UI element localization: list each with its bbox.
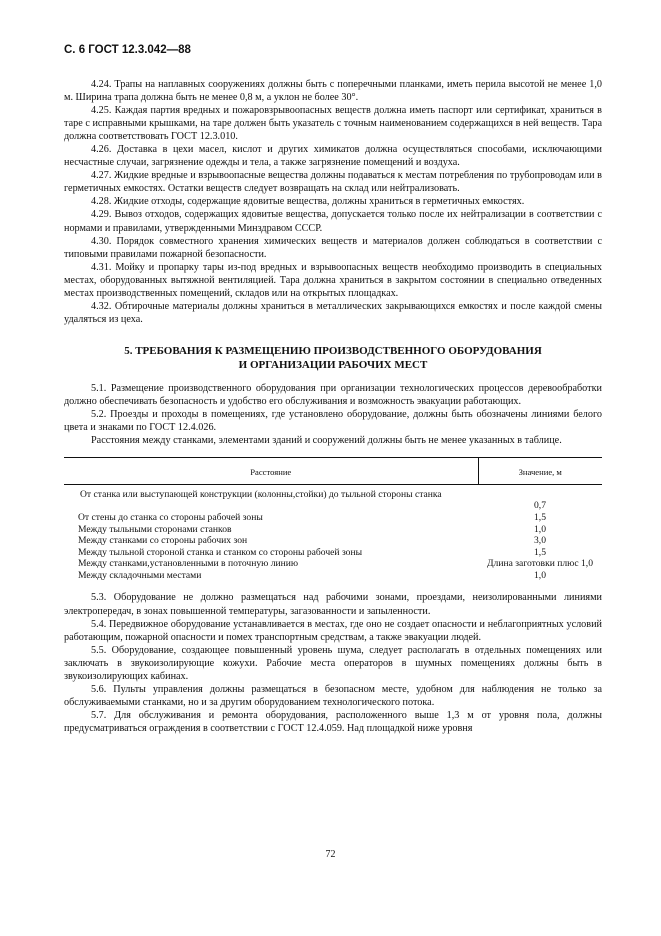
table-header-value: Значение, м: [478, 458, 602, 485]
table-row: [64, 484, 602, 512]
section-5-heading-line-2: И ОРГАНИЗАЦИИ РАБОЧИХ МЕСТ: [238, 358, 428, 371]
table-cell-value: Длина заготовки плюс 1,0: [487, 558, 593, 570]
paragraph-4-28: 4.28. Жидкие отходы, содержащие ядовитые вещества, должны храниться в герметичных емкостях.: [91, 196, 525, 208]
page-number: 72: [325, 849, 336, 860]
table-cell-value: 1,5: [534, 546, 546, 558]
distances-table: [64, 457, 602, 581]
table-cell-value: 1,5: [534, 511, 546, 523]
running-head: С. 6 ГОСТ 12.3.042—88: [64, 44, 191, 56]
table-header-row: [64, 458, 602, 485]
paragraph-4-30: 4.30. Порядок совместного хранения химических веществ и материалов должен соблюдаться в соответствии с типовыми правилами пожарной безопасности.: [64, 235, 602, 260]
table-cell-distance: Между складочными местами: [78, 569, 202, 581]
table-row: [64, 547, 602, 559]
paragraph-5-7: 5.7. Для обслуживания и ремонта оборудования, расположенного выше 1,3 м от уровня пола, должны предусматриваться ограждения в соответствии с ГОСТ 12.4.059. Над площадкой ниже уровня: [64, 709, 602, 734]
section-5-heading-line-1: 5. ТРЕБОВАНИЯ К РАЗМЕЩЕНИЮ ПРОИЗВОДСТВЕННОГО ОБОРУДОВАНИЯ: [124, 344, 542, 357]
body-text: [64, 78, 602, 735]
table-cell-value: [478, 484, 602, 512]
table-row: [64, 535, 602, 547]
paragraph-4-26: 4.26. Доставка в цехи масел, кислот и других химикатов должна осуществляться способами, исключающими несчастные случаи, загрязнение одежды и тела, а также загрязнение помещений и воздуха.: [64, 144, 602, 169]
paragraph-4-25: 4.25. Каждая партия вредных и пожаровзрывоопасных веществ должна иметь паспорт или сертификат, храниться в таре с исправными крышками, на таре должен быть указатель с точным наименованием содержащихся в ней веществ. Тара должна соответствовать ГОСТ 12.3.010.: [64, 105, 602, 143]
table-cell-distance-text: От станка или выступающей конструкции (колонны,стойки) до тыльной стороны станка: [80, 488, 442, 500]
paragraph-4-32: 4.32. Обтирочные материалы должны храниться в металлических закрывающихся емкостях и после каждой смены удаляться из цеха.: [64, 300, 602, 325]
table-cell-distance: Между тыльной стороной станка и станком со стороны рабочей зоны: [78, 546, 363, 558]
paragraph-5-5: 5.5. Оборудование, создающее повышенный уровень шума, следует располагать в отдельных помещениях или заключать в звукоизолирующие кожухи. Рабочие места операторов в шумных помещениях должны быть в звукоизолирующих кабинах.: [64, 644, 602, 682]
paragraph-distances-intro: Расстояния между станками, элементами зданий и сооружений должны быть не менее указанных в таблице.: [91, 435, 562, 447]
table-row: [64, 524, 602, 536]
paragraph-5-4: 5.4. Передвижное оборудование устанавливается в местах, где оно не создает опасности и неблагоприятных условий работающим, пожарной опасности и помех транспортным средствам, а также эвакуации людей.: [64, 618, 602, 643]
section-5-heading: [64, 344, 602, 372]
paragraph-4-24: 4.24. Трапы на наплавных сооружениях должны быть с поперечными планками, иметь перила высотой не менее 1,0 м. Ширина трапа должна быть не менее 0,8 м, а уклон не более 30°.: [64, 79, 602, 104]
table-cell-distance: [64, 484, 478, 512]
paragraph-5-6: 5.6. Пульты управления должны размещаться в безопасном месте, удобном для наблюдения не только за обслуживаемыми станками, но и за другим оборудованием технологического потока.: [64, 683, 602, 708]
paragraph-4-31: 4.31. Мойку и пропарку тары из-под вредных и взрывоопасных веществ необходимо производить в специальных местах, оборудованных вытяжной вентиляцией. Тара должна храниться в закрытом состоянии в специально отведенных местах производственных помещений, складов или на открытых площадках.: [64, 261, 602, 299]
paragraph-4-27: 4.27. Жидкие вредные и взрывоопасные вещества должны подаваться к местам потребления по трубопроводам или в герметичных емкостях. Остатки веществ следует возвращать на склад или нейтрализовать.: [64, 170, 602, 195]
paragraph-5-1: 5.1. Размещение производственного оборудования при организации технологических процессов деревообработки должно обеспечивать безопасность и удобство его обслуживания и возможность эвакуации работающих.: [64, 382, 602, 407]
table-cell-value: 1,0: [534, 569, 546, 581]
table-row: [64, 570, 602, 582]
table-cell-value-text: 0,7: [534, 500, 546, 512]
table-header-distance: Расстояние: [64, 458, 478, 485]
paragraph-5-3: 5.3. Оборудование не должно размещаться над рабочими зонами, проездами, неизолированными линиями электропередач, в зонах повышенной температуры, загазованности и запыленности.: [64, 592, 602, 617]
paragraph-5-2: 5.2. Проезды и проходы в помещениях, где установлено оборудование, должны быть обозначены линиями белого цвета и знаками по ГОСТ 12.4.026.: [64, 408, 602, 434]
paragraph-4-29: 4.29. Вывоз отходов, содержащих ядовитые вещества, допускается только после их нейтрализации в соответствии с нормами и правилами, утвержденными Минздравом СССР.: [64, 209, 602, 234]
table-row: [64, 558, 602, 570]
table-cell-value: 1,0: [534, 523, 546, 535]
table-cell-value: 3,0: [534, 535, 546, 547]
table-cell-distance: От стены до станка со стороны рабочей зоны: [78, 511, 263, 523]
table-cell-distance: Между станками,установленными в поточную линию: [78, 558, 299, 570]
table-cell-distance: Между станками со стороны рабочих зон: [78, 535, 248, 547]
table-cell-distance: Между тыльными сторонами станков: [78, 523, 232, 535]
table-row: [64, 512, 602, 524]
